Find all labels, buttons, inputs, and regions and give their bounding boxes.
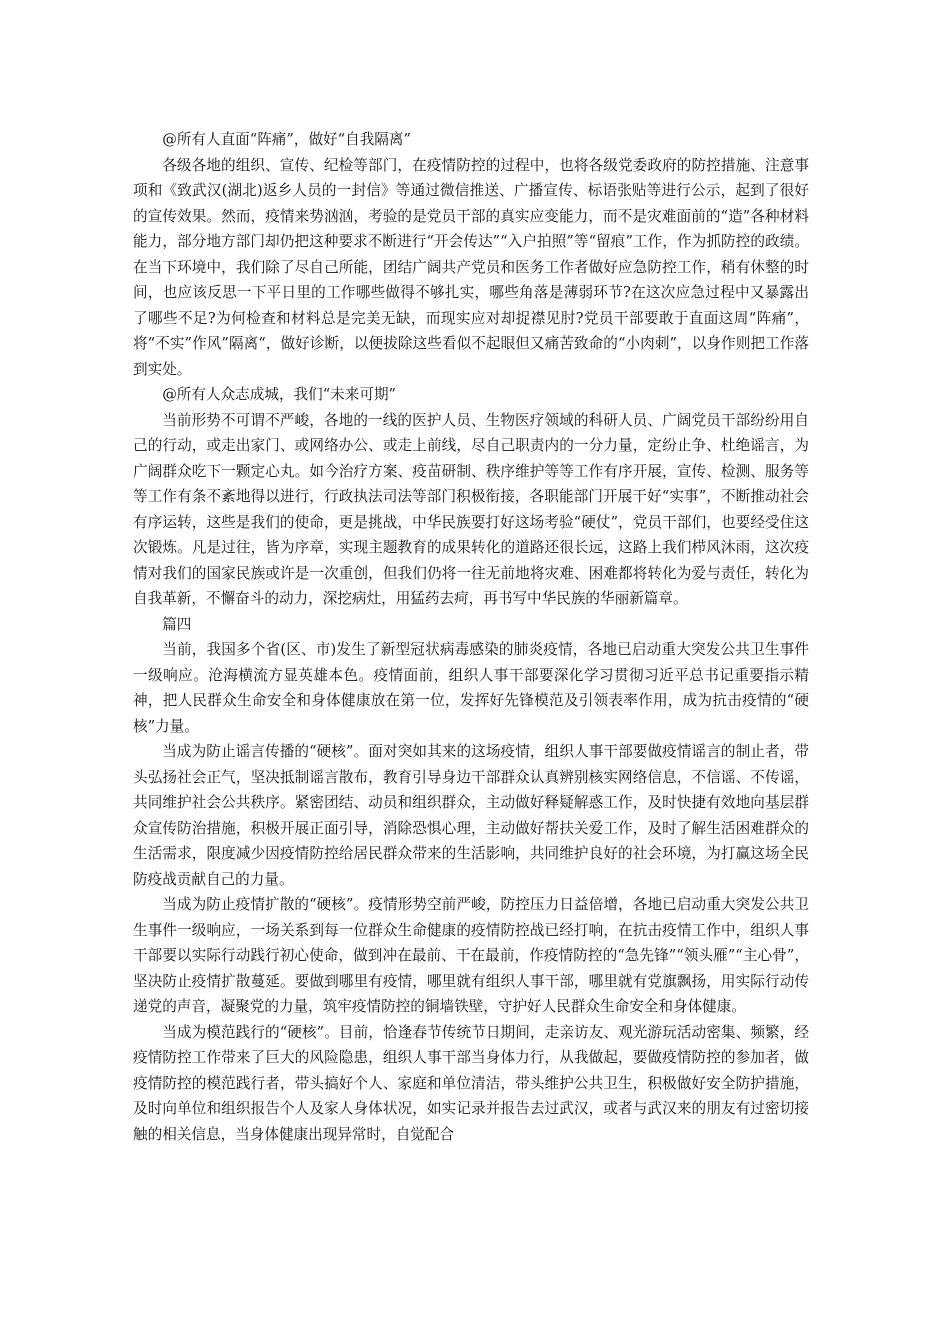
document-body bbox=[133, 127, 809, 1147]
body-paragraph: 当前形势不可谓不严峻，各地的一线的医护人员、生物医疗领域的科研人员、广阔党员干部纷纷用自己的行动，或走出家门、或网络办公、或走上前线，尽自己职责内的一分力量，定纷止争、杜绝谣言，为广阔群众吃下一颗定心丸。如今治疗方案、疫苗研制、秩序维护等等工作有序开展，宣传、检测、服务等等工作有条不紊地得以进行，行政执法司法等部门积极衔接，各职能部门开展干好“实事”，不断推动社会有序运转，这些是我们的使命，更是挑战，中华民族要打好这场考验“硬仗”，党员干部们，也要经受住这次锻炼。凡是过往，皆为序章，实现主题教育的成果转化的道路还很长远，这路上我们栉风沐雨，这次疫情对我们的国家民族或许是一次重创，但我们仍将一往无前地将灾难、困难都将转化为爱与责任，转化为自我革新，不懈奋斗的动力，深挖病灶，用猛药去疴，再书写中华民族的华丽新篇章。 bbox=[133, 411, 809, 607]
body-paragraph: 当成为防止谣言传播的“硬核”。面对突如其来的这场疫情，组织人事干部要做疫情谣言的制止者，带头弘扬社会正气，坚决抵制谣言散布，教育引导身边干部群众认真辨别核实网络信息，不信谣、不传谣，共同维护社会公共秩序。紧密团结、动员和组织群众，主动做好释疑解惑工作，及时快捷有效地向基层群众宣传防治措施，积极开展正面引导，消除恐惧心理，主动做好帮扶关爱工作，及时了解生活困难群众的生活需求，限度减少因疫情防控给居民群众带来的生活影响，共同维护良好的社会环境，为打赢这场全民防疫战贡献自己的力量。 bbox=[133, 743, 809, 888]
body-paragraph: 各级各地的组织、宣传、纪检等部门，在疫情防控的过程中，也将各级党委政府的防控措施、注意事项和《致武汉(湖北)返乡人员的一封信》等通过微信推送、广播宣传、标语张贴等进行公示，起到了很好的宣传效果。然而，疫情来势汹汹，考验的是党员干部的真实应变能力，而不是灾难面前的“造”各种材料能力，部分地方部门却仍把这种要求不断进行“开会传达”“入户拍照”等“留痕”工作，作为抓防控的政绩。在当下环境中，我们除了尽自己所能，团结广阔共产党员和医务工作者做好应急防控工作，稍有休整的时间，也应该反思一下平日里的工作哪些做得不够扎实，哪些角落是薄弱环节?在这次应急过程中又暴露出了哪些不足?为何检查和材料总是完美无缺，而现实应对却捉襟见肘?党员干部要敢于直面这周“阵痛”，将“不实”作风”隔离“，做好诊断，以便拔除这些看似不起眼但又痛苦致命的“小肉刺”，以身作则把工作落到实处。 bbox=[133, 156, 809, 378]
section-heading-future: @所有人众志成城，我们“未来可期” bbox=[162, 386, 397, 403]
section-heading-isolation: @所有人直面“阵痛”，做好“自我隔离” bbox=[162, 131, 411, 148]
body-paragraph: 当前，我国多个省(区、市)发生了新型冠状病毒感染的肺炎疫情，各地已启动重大突发公共卫生事件一级响应。沧海横流方显英雄本色。疫情面前，组织人事干部要深化学习贯彻习近平总书记重要指示精神，把人民群众生命安全和身体健康放在第一位，发挥好先锋模范及引领表率作用，成为抗击疫情的“硬核”力量。 bbox=[133, 641, 809, 735]
body-paragraph: 当成为模范践行的“硬核”。目前，恰逢春节传统节日期间，走亲访友、观光游玩活动密集、频繁，经疫情防控工作带来了巨大的风险隐患，组织人事干部当身体力行，从我做起，要做疫情防控的参加者，做疫情防控的模范践行者，带头搞好个人、家庭和单位清洁，带头维护公共卫生，积极做好安全防护措施，及时向单位和组织报告个人及家人身体状况，如实记录并报告去过武汉，或者与武汉来的朋友有过密切接触的相关信息，当身体健康出现异常时，自觉配合 bbox=[133, 1023, 809, 1143]
section-heading-part-four: 篇四 bbox=[162, 615, 192, 633]
body-paragraph: 当成为防止疫情扩散的“硬核”。疫情形势空前严峻，防控压力日益倍增，各地已启动重大突发公共卫生事件一级响应，一场关系到每一位群众生命健康的疫情防控战已经打响，在抗击疫情工作中，组织人事干部要以实际行动践行初心使命，做到冲在最前、干在最前，作疫情防控的“急先锋”“领头雁”“主心骨”，坚决防止疫情扩散蔓延。要做到哪里有疫情，哪里就有组织人事干部，哪里就有党旗飘扬，用实际行动传递党的声音，凝聚党的力量，筑牢疫情防控的铜墙铁壁，守护好人民群众生命安全和身体健康。 bbox=[133, 896, 809, 1015]
